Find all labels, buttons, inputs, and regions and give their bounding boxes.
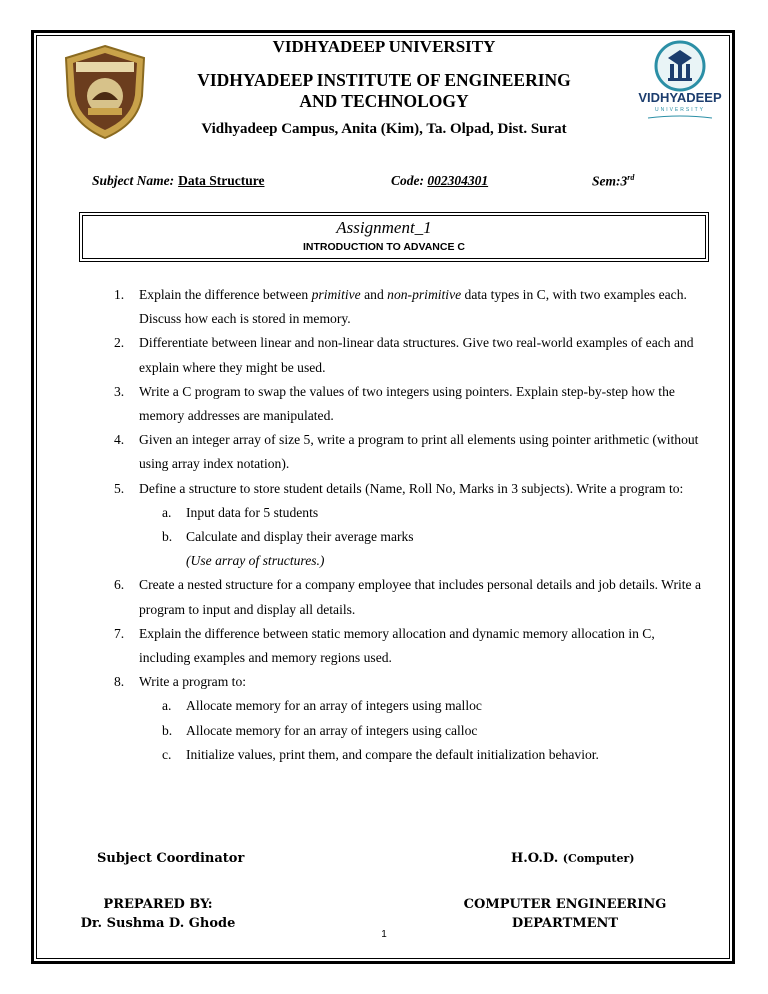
- question-number: 7.: [114, 625, 125, 641]
- hod-label: [511, 851, 634, 866]
- sub-text: Allocate memory for an array of integers using calloc: [186, 722, 478, 738]
- question-6: [111, 573, 701, 621]
- hod-dept: (Computer): [562, 852, 635, 865]
- institute-line-2: AND TECHNOLOGY: [299, 91, 469, 111]
- prepared-by-label: PREPARED BY:: [103, 897, 213, 912]
- subject-name-value: Data Structure: [178, 173, 265, 188]
- semester-label: Sem:3: [592, 173, 628, 189]
- question-number: 1.: [114, 287, 125, 302]
- institute-line-1: VIDHYADEEP INSTITUTE OF ENGINEERING: [197, 70, 571, 90]
- prepared-by-block: [78, 895, 238, 933]
- semester: [592, 173, 634, 190]
- sub-item: [162, 694, 701, 718]
- sub-list: [139, 501, 701, 549]
- question-text: Given an integer array of size 5, write a program to print all elements using pointer arithmetic (without using array index notation).: [139, 432, 699, 472]
- question-number: 6.: [114, 577, 125, 593]
- subject-name-label: Subject Name:: [92, 173, 175, 188]
- question-text: data types in C, with two examples each. Discuss how each is stored in memory.: [139, 287, 687, 327]
- question-text: Write a program to:: [139, 674, 247, 690]
- question-7: [111, 622, 701, 670]
- question-5: [111, 477, 701, 574]
- subject-coordinator-label: Subject Coordinator: [97, 851, 245, 866]
- question-2: [111, 331, 701, 379]
- sub-list: [139, 694, 701, 767]
- institute-name: [170, 70, 598, 112]
- campus-address: Vidhyadeep Campus, Anita (Kim), Ta. Olpad, Dist. Surat: [201, 121, 567, 137]
- emphasis-non-primitive: non-primitive: [387, 287, 462, 302]
- department-line-1: COMPUTER ENGINEERING: [463, 897, 667, 912]
- emphasis-primitive: primitive: [311, 287, 361, 302]
- question-text: Differentiate between linear and non-linear data structures. Give two real-world examples of each and explain where they might be used.: [139, 335, 694, 375]
- sub-item: [162, 743, 701, 767]
- assignment-subtitle: INTRODUCTION TO ADVANCE C: [303, 241, 465, 253]
- logo-wordmark: VIDHYADEEP: [638, 90, 722, 105]
- question-3: [111, 380, 701, 428]
- author-name: Dr. Sushma D. Ghode: [80, 916, 236, 931]
- question-text: and: [360, 287, 388, 302]
- sub-text: Initialize values, print them, and compare the default initialization behavior.: [186, 746, 599, 762]
- subject-code-label: Code:: [391, 173, 424, 188]
- university-name: VIDHYADEEP UNIVERSITY: [272, 37, 496, 56]
- question-4: [111, 428, 701, 476]
- department-line-2: DEPARTMENT: [511, 916, 619, 931]
- sub-item: [162, 525, 701, 549]
- logo-subword: UNIVERSITY: [654, 107, 706, 113]
- sub-letter: b.: [162, 529, 173, 545]
- question-text: Explain the difference between static memory allocation and dynamic memory allocation in C, including examples and memory regions used.: [139, 625, 655, 666]
- sub-letter: b.: [162, 722, 173, 738]
- sub-letter: a.: [162, 504, 172, 520]
- question-number: 3.: [114, 383, 125, 399]
- question-1: [111, 283, 701, 331]
- sub-text: Allocate memory for an array of integers using malloc: [186, 698, 482, 714]
- subject-name: [92, 173, 264, 189]
- assignment-title: Assignment_1: [336, 218, 432, 237]
- department-block: [455, 895, 675, 933]
- sub-item: [162, 501, 701, 525]
- question-8: [111, 670, 701, 767]
- hod-title: H.O.D.: [511, 851, 559, 866]
- semester-suffix: rd: [627, 173, 635, 182]
- sub-text: Calculate and display their average marks: [186, 529, 414, 545]
- question-list: [111, 283, 701, 767]
- subject-code-value: 002304301: [427, 173, 489, 188]
- page-number: 1: [381, 929, 387, 940]
- sub-letter: a.: [162, 698, 172, 714]
- question-number: 8.: [114, 674, 125, 690]
- subject-code: [391, 173, 488, 189]
- question-number: 5.: [114, 480, 125, 496]
- sub-item: [162, 719, 701, 743]
- question-text: Explain the difference between: [139, 287, 312, 302]
- sub-text: Input data for 5 students: [186, 504, 319, 520]
- question-number: 4.: [114, 432, 125, 448]
- question-text: Write a C program to swap the values of two integers using pointers. Explain step-by-step how the memory addresses are manipulated.: [139, 383, 675, 424]
- sub-letter: c.: [162, 746, 172, 762]
- question-text: Define a structure to store student details (Name, Roll No, Marks in 3 subjects). Write a program to:: [139, 480, 684, 496]
- question-text: Create a nested structure for a company employee that includes personal details and job details. Write a program to input and display all details.: [139, 577, 702, 617]
- question-note: (Use array of structures.): [186, 553, 325, 569]
- question-number: 2.: [114, 335, 125, 351]
